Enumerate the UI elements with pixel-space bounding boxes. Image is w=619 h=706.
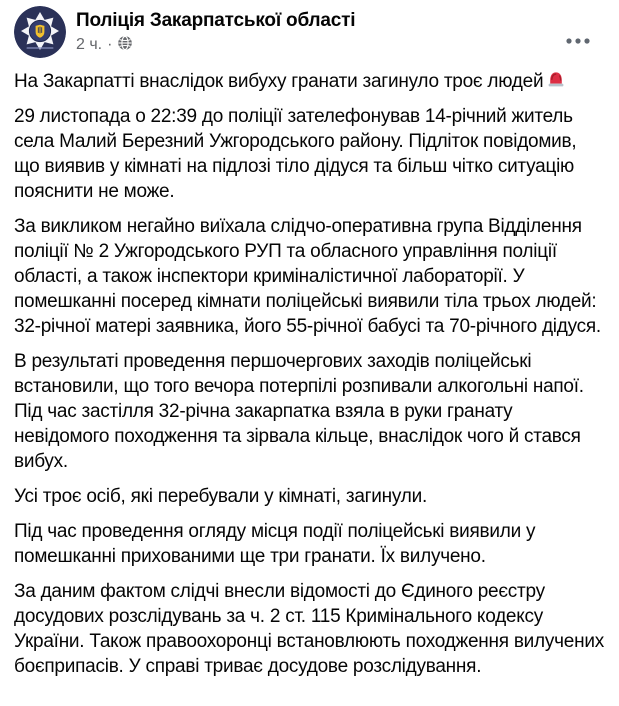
header-meta [76, 6, 605, 56]
post-header [14, 6, 605, 58]
post-paragraph: За викликом негайно виїхала слідчо-оперативна група Відділення поліції № 2 Ужгородського РУП та обласного управління поліції області, а також інспектори криміналістичної лабораторії. У помешканні посеред кімнати поліцейські виявили тіла трьох людей: 32-річної матері заявника, його 55-річної бабусі та 70-річного дідуся. [14, 216, 601, 337]
post-paragraph: В результаті проведення першочергових заходів поліцейські встановили, що того вечора потерпілі розпивали алкогольні напої. Під час застілля 32-річна закарпатка взяла в руки гранату невідомого походження та зірвала кільце, внаслідок чого й стався вибух. [14, 351, 584, 472]
police-light-emoji-icon [546, 70, 566, 90]
post-paragraph: Під час проведення огляду місця події поліцейські виявили у помешканні прихованими ще три гранати. Їх вилучено. [14, 521, 536, 567]
post-paragraph: 29 листопада о 22:39 до поліції зателефонував 14-річний житель села Малий Березний Ужгородського району. Підліток повідомив, що виявив у кімнаті на підлозі тіло дідуся та більш чітко ситуацію пояснити не може. [14, 106, 577, 202]
post-timestamp[interactable]: 2 ч. [76, 36, 103, 53]
page-name-link[interactable]: Поліція Закарпатської області [76, 10, 356, 31]
page-avatar[interactable] [14, 6, 66, 58]
post-text [14, 69, 605, 679]
police-badge-logo-icon [14, 6, 66, 58]
headline-text: На Закарпатті внаслідок вибуху гранати загинуло троє людей [14, 71, 544, 92]
more-options-button[interactable] [561, 31, 595, 51]
post-paragraph: За даним фактом слідчі внесли відомості до Єдиного реєстру досудових розслідувань за ч. 2 ст. 115 Кримінального кодексу України. Також правоохоронці встановлюють походження вилучених боєприпасів. У справі триває досудове розслідування. [14, 581, 604, 677]
meta-separator: · [107, 36, 113, 53]
post-meta-row [76, 34, 605, 56]
post-headline [14, 69, 605, 94]
post-paragraph: Усі троє осіб, які перебували у кімнаті, загинули. [14, 486, 427, 507]
ellipsis-icon [565, 37, 591, 45]
globe-public-icon [117, 35, 133, 56]
